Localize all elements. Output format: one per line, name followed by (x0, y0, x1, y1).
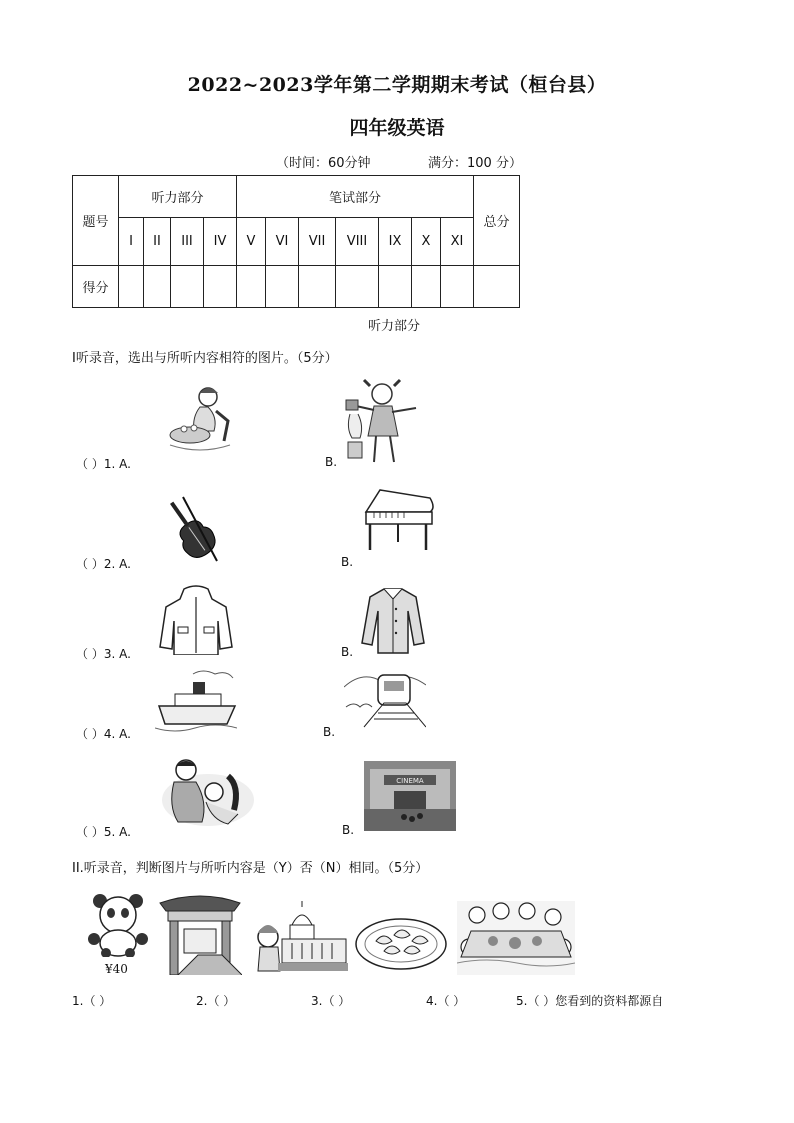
q1-a-label: （ ）1. A. (76, 457, 131, 471)
score-cell[interactable] (299, 266, 336, 308)
girl-washing-clothes-icon (160, 383, 240, 463)
score-cell[interactable] (336, 266, 379, 308)
total-score-cell[interactable] (474, 266, 520, 308)
listening-header: 听力部分 (119, 176, 237, 218)
listening-part-label: 听力部分 (368, 319, 421, 334)
numeral-cell: VIII (336, 218, 379, 266)
numeral-cell: II (144, 218, 171, 266)
panda-toy-icon (86, 893, 152, 957)
q2-a-label: （ ）2. A. (76, 557, 131, 571)
s2-answer-5: 5.（ ）您看到的资料都源自 (516, 994, 664, 1008)
q5-b-label: B. (342, 823, 355, 837)
row-label-score: 得分 (73, 266, 119, 308)
numeral-cell: VII (299, 218, 336, 266)
q4-a-label: （ ）4. A. (76, 727, 131, 741)
panda-price: ¥40 (105, 962, 128, 976)
section-2-heading: II.听录音，判断图片与所听内容是（Y）否（N）相同。（5分） (72, 861, 429, 876)
score-cell[interactable] (412, 266, 441, 308)
exam-title: 2022~2023学年第二学期期末考试（桓台县） (187, 74, 607, 96)
q3-a-label: （ ）3. A. (76, 647, 131, 661)
family-dinner-icon (457, 901, 575, 975)
score-cell[interactable] (441, 266, 474, 308)
shirt-icon (360, 585, 426, 657)
father-and-child-icon (158, 756, 258, 832)
train-icon (344, 667, 426, 729)
score-cell[interactable] (144, 266, 171, 308)
capitol-building-icon (252, 897, 348, 975)
numeral-cell: III (171, 218, 204, 266)
score-cell[interactable] (171, 266, 204, 308)
row-label-question-no: 题号 (73, 176, 119, 266)
chinese-gate-icon (158, 889, 242, 975)
numeral-cell: IX (379, 218, 412, 266)
cinema-icon (364, 761, 456, 831)
ship-icon (155, 670, 237, 734)
jacket-icon (158, 583, 234, 655)
q1-b-label: B. (325, 455, 338, 469)
s2-answer-1: 1.（ ） (72, 994, 112, 1008)
score-cell[interactable] (119, 266, 144, 308)
girl-watering-flowers-icon (340, 378, 425, 468)
section-1-heading: I听录音，选出与所听内容相符的图片。（5分） (72, 351, 338, 366)
numeral-cell: IV (204, 218, 237, 266)
exam-time: （时间：60分钟 (276, 156, 371, 171)
numeral-cell: VI (266, 218, 299, 266)
score-cell[interactable] (237, 266, 266, 308)
q4-b-label: B. (323, 725, 336, 739)
q5-a-label: （ ）5. A. (76, 825, 131, 839)
s2-answer-4: 4.（ ） (426, 994, 466, 1008)
numeral-cell: I (119, 218, 144, 266)
score-table (72, 175, 520, 308)
svg-text:CINEMA: CINEMA (396, 777, 424, 785)
exam-full-score: 满分：100 分） (428, 156, 522, 171)
total-header: 总分 (474, 176, 520, 266)
numeral-cell: X (412, 218, 441, 266)
q2-b-label: B. (341, 555, 354, 569)
exam-subtitle: 四年级英语 (349, 117, 445, 139)
score-cell[interactable] (266, 266, 299, 308)
violin-icon (155, 493, 225, 565)
score-cell[interactable] (379, 266, 412, 308)
writing-header: 笔试部分 (237, 176, 474, 218)
numeral-cell: V (237, 218, 266, 266)
s2-answer-2: 2.（ ） (196, 994, 236, 1008)
dumplings-icon (354, 917, 448, 971)
s2-answer-3: 3.（ ） (311, 994, 351, 1008)
numeral-cell: XI (441, 218, 474, 266)
score-cell[interactable] (204, 266, 237, 308)
piano-icon (360, 484, 440, 554)
q3-b-label: B. (341, 645, 354, 659)
